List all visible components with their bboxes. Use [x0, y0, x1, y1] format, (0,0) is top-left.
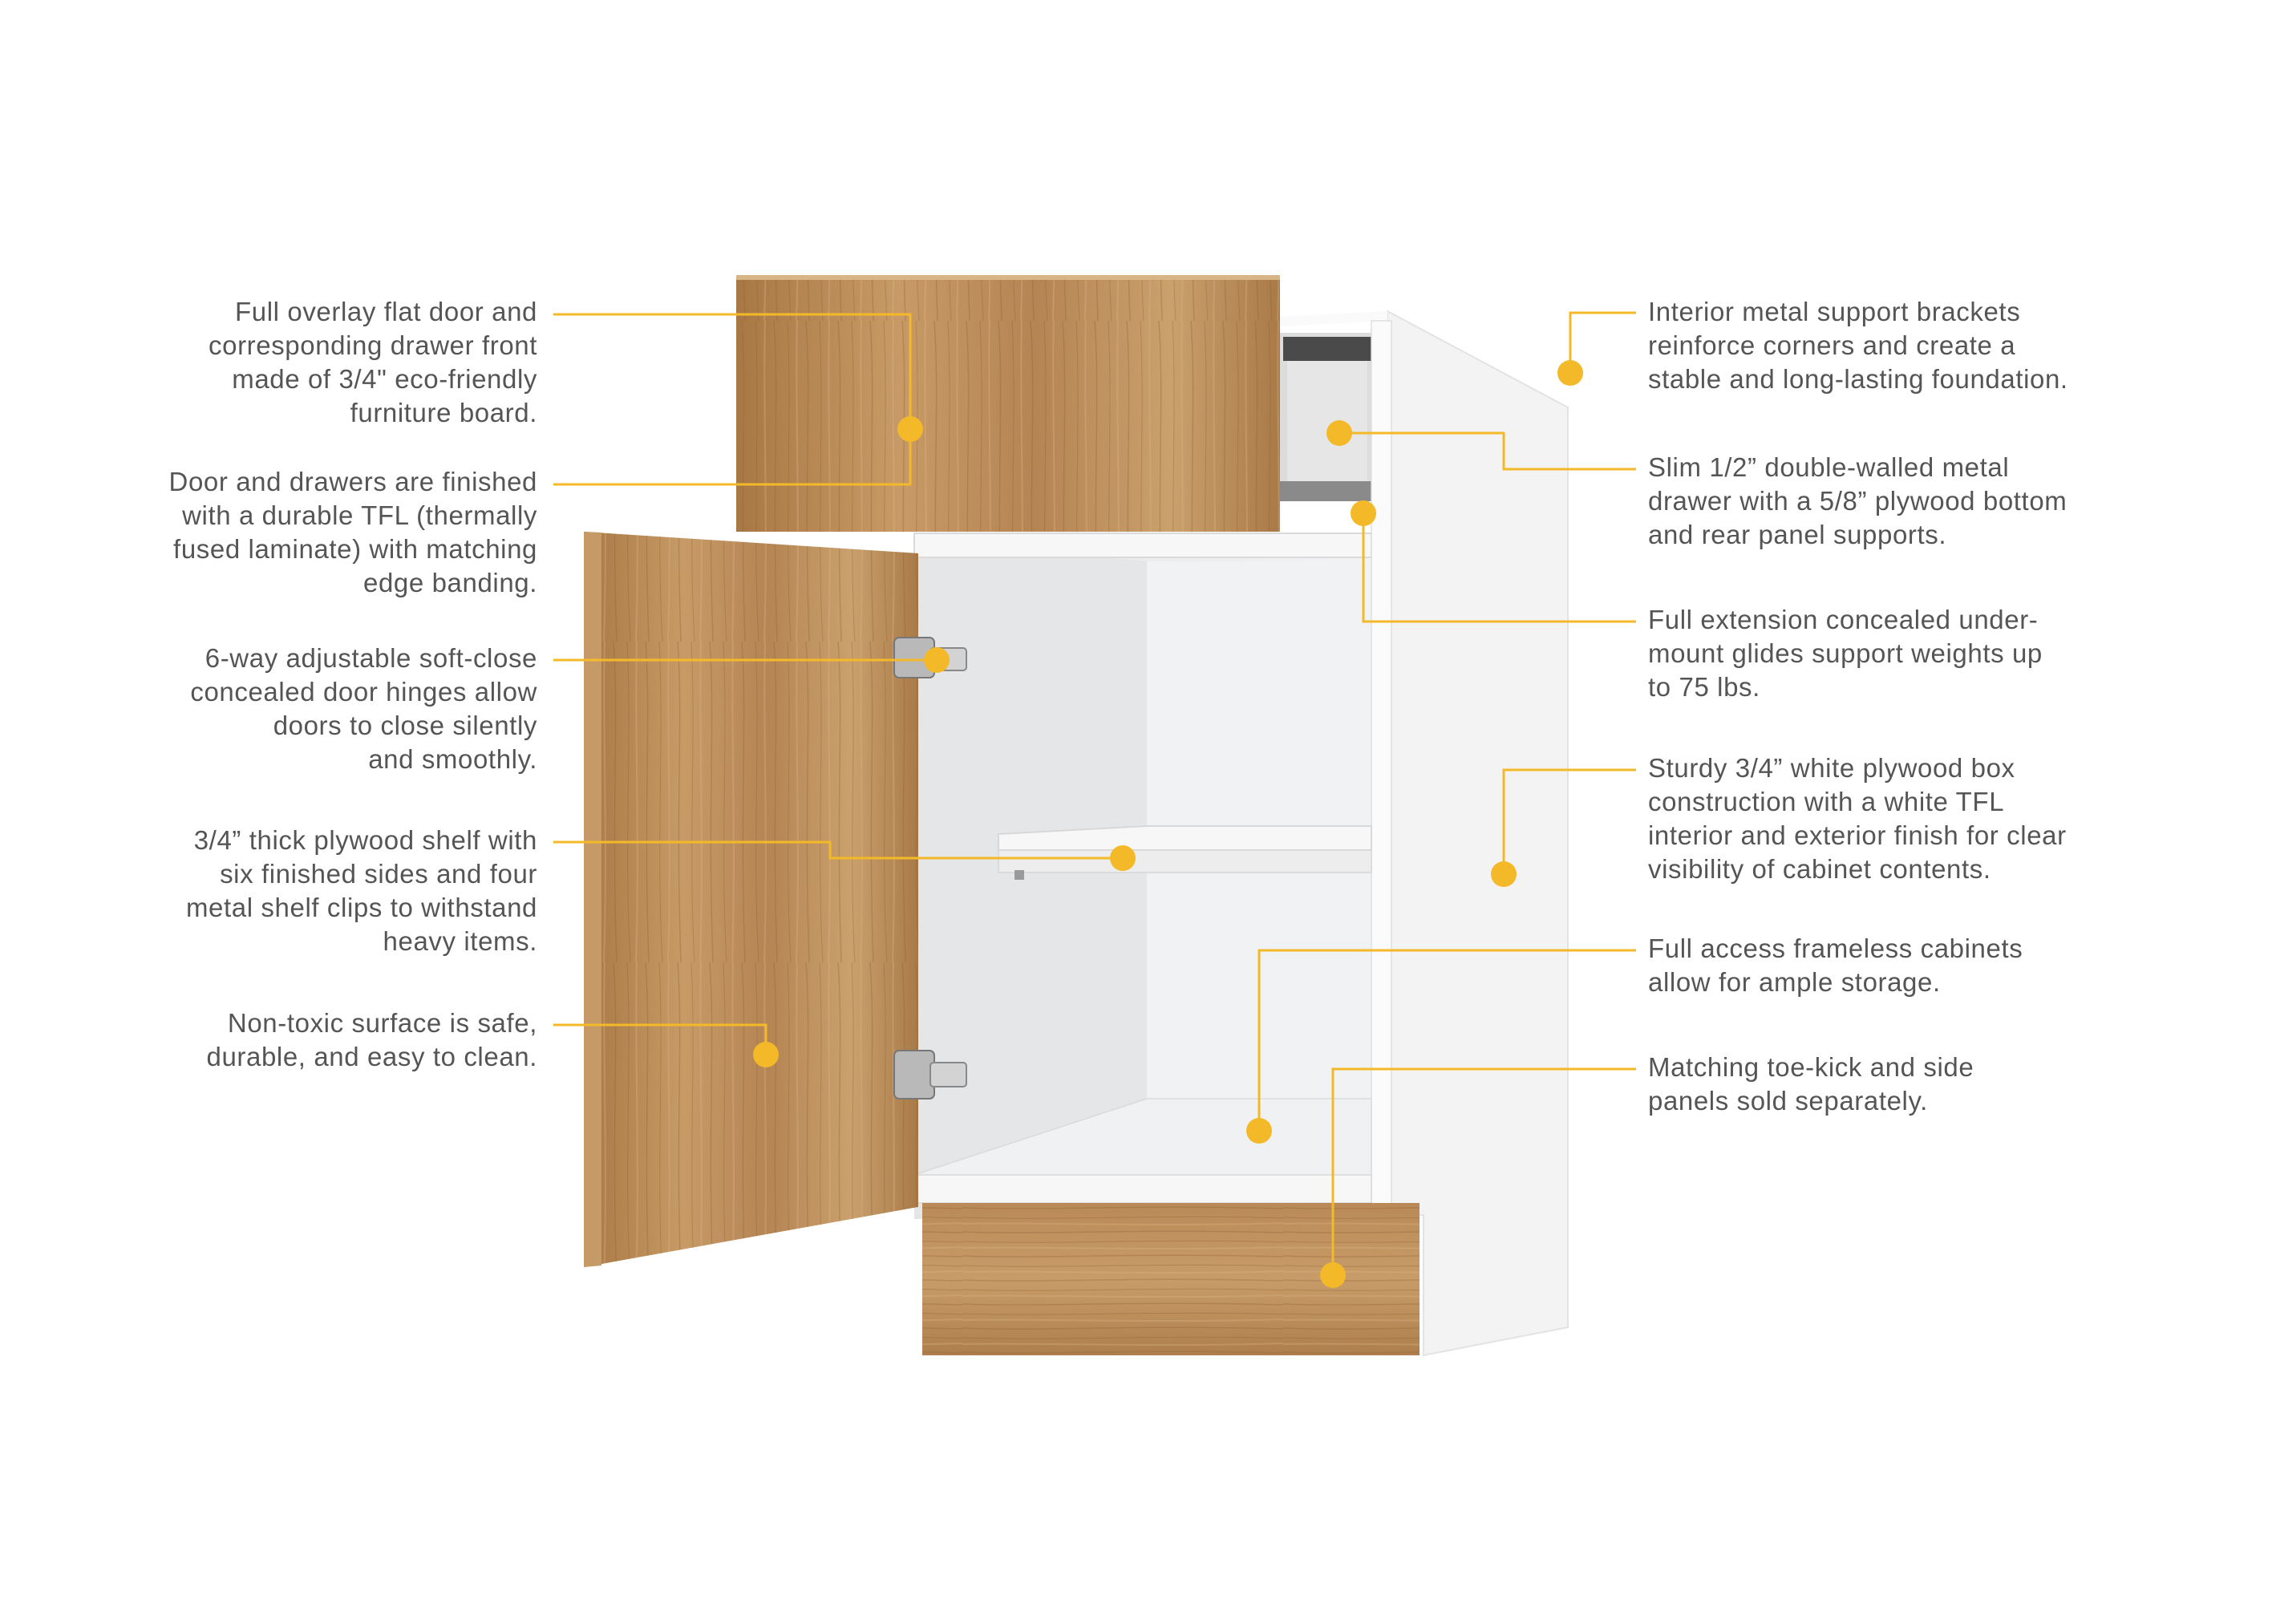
- callout-tfl-finish: Door and drawers are finished with a durable TFL (thermally fused laminate) with matching edge banding.: [168, 467, 537, 597]
- callout-dot-9: [1246, 1118, 1272, 1144]
- callout-drawer-front: Full overlay flat door and corresponding drawer front made of 3/4" eco-friendly furniture board.: [209, 297, 537, 427]
- callout-dot-5: [1557, 360, 1583, 386]
- callout-hinges: 6-way adjustable soft-close concealed door hinges allow doors to close silently and smoothly.: [190, 643, 537, 774]
- callout-dot-1: [897, 416, 923, 442]
- callout-dot-10: [1320, 1262, 1346, 1288]
- callout-non-toxic: Non-toxic surface is safe, durable, and easy to clean.: [206, 1008, 537, 1071]
- callout-dot-8: [1491, 861, 1517, 887]
- callout-toe-kick: Matching toe-kick and side panels sold separately.: [1648, 1052, 1974, 1116]
- callout-box-construction: Sturdy 3/4” white plywood box construction with a white TFL interior and exterior finish for clear visibility of cabinet contents.: [1648, 753, 2067, 884]
- callout-frameless: Full access frameless cabinets allow for ample storage.: [1648, 933, 2023, 997]
- callout-dot-3: [1110, 845, 1136, 871]
- callout-support-brackets: Interior metal support brackets reinforce corners and create a stable and long-lasting foundation.: [1648, 297, 2068, 394]
- callout-shelf: 3/4” thick plywood shelf with six finished sides and four metal shelf clips to withstand heavy items.: [185, 825, 537, 956]
- callout-dot-2: [924, 647, 950, 673]
- callout-glides: Full extension concealed under- mount glides support weights up to 75 lbs.: [1648, 605, 2043, 702]
- callout-dot-6: [1326, 420, 1352, 446]
- cabinet-top-panel: [914, 533, 1371, 557]
- leader-line-6: [1570, 313, 1636, 373]
- callout-dot-7: [1351, 500, 1376, 526]
- callout-metal-drawer: Slim 1/2” double-walled metal drawer with a 5/8” plywood bottom and rear panel supports.: [1648, 452, 2067, 549]
- cabinet-side-panel: [1387, 311, 1568, 1355]
- callout-dot-4: [753, 1042, 779, 1067]
